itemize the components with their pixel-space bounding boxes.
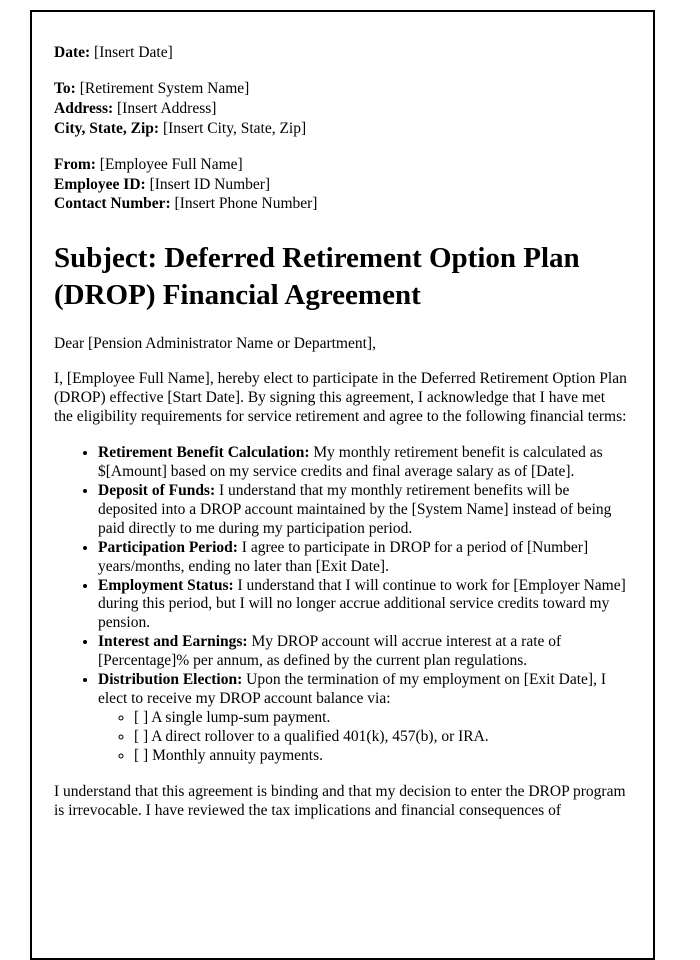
option-lump-sum: ◦ [ ] A single lump-sum payment. (134, 709, 627, 728)
closing-paragraph: I understand that this agreement is binding and that my decision to enter the DROP program is irrevocable. I have reviewed the tax implications and financial consequences of (54, 782, 626, 819)
term-text: My monthly retirement benefit is calculated as $[Amount] based on my service credits and final average salary as of [Date]. (98, 444, 603, 481)
term-label: Employment Status: (98, 576, 234, 594)
subject-heading: Subject: Deferred Retirement Option Plan (DROP) Financial Agreement (54, 242, 580, 312)
city-line (54, 120, 627, 139)
sender-block (54, 156, 627, 215)
terms-list (54, 444, 627, 765)
salutation: Dear [Pension Administrator Name or Department], (54, 334, 376, 352)
option-monthly-annuity: ◦ [ ] Monthly annuity payments. (134, 747, 627, 766)
distribution-options-list (98, 709, 627, 766)
from-label: From: (54, 155, 96, 173)
term-item-benefit-calculation (98, 444, 627, 482)
term-text: Upon the termination of my employment on [Exit Date], I elect to receive my DROP account balance via: (98, 671, 606, 707)
employee-id-value: [Insert ID Number] (149, 175, 271, 193)
employee-id-label: Employee ID: (54, 175, 146, 193)
term-label: Distribution Election: (98, 671, 243, 689)
document-page (30, 10, 655, 960)
address-value: [Insert Address] (117, 99, 217, 117)
term-item-deposit-of-funds (98, 482, 627, 539)
city-label: City, State, Zip: (54, 119, 160, 137)
to-line (54, 80, 627, 99)
contact-line (54, 195, 627, 214)
term-label: Deposit of Funds: (98, 482, 216, 499)
term-text: My DROP account will accrue interest at a rate of [Percentage]% per annum, as defined by the current plan regulations. (98, 633, 562, 670)
address-line (54, 100, 627, 119)
contact-label: Contact Number: (54, 195, 171, 213)
date-value: [Insert Date] (94, 44, 173, 61)
to-label: To: (54, 79, 76, 97)
term-label: Participation Period: (98, 538, 238, 556)
from-value: [Employee Full Name] (99, 155, 243, 173)
term-item-employment-status (98, 577, 627, 634)
city-value: [Insert City, State, Zip] (162, 119, 307, 137)
term-text: I understand that my monthly retirement benefits will be deposited into a DROP account maintained by the [System Name] instead of being paid directly to me during my participation period. (98, 482, 612, 537)
intro-paragraph: I, [Employee Full Name], hereby elect to participate in the Deferred Retirement Option Plan (DROP) effective [Start Date]. By signing this agreement, I acknowledge that I have met the eligibility requirements for service retirement and agree to the following financial terms: (54, 370, 627, 426)
date-block (54, 44, 627, 63)
recipient-block (54, 80, 627, 139)
date-label: Date: (54, 44, 91, 61)
date-line (54, 44, 627, 63)
term-item-distribution-election (98, 671, 627, 766)
option-direct-rollover: ◦ [ ] A direct rollover to a qualified 401(k), 457(b), or IRA. (134, 728, 627, 747)
term-label: Retirement Benefit Calculation: (98, 444, 310, 462)
from-line (54, 156, 627, 175)
term-text: I understand that I will continue to work for [Employer Name] during this period, but I will no longer accrue additional service credits toward my pension. (98, 576, 626, 632)
contact-value: [Insert Phone Number] (174, 195, 318, 213)
term-item-interest-earnings (98, 633, 627, 671)
term-label: Interest and Earnings: (98, 633, 248, 651)
term-text: I agree to participate in DROP for a period of [Number] years/months, ending no later than [Exit Date]. (98, 538, 589, 575)
term-item-participation-period (98, 539, 627, 577)
to-value: [Retirement System Name] (79, 79, 250, 97)
employee-id-line (54, 176, 627, 195)
address-label: Address: (54, 99, 114, 117)
